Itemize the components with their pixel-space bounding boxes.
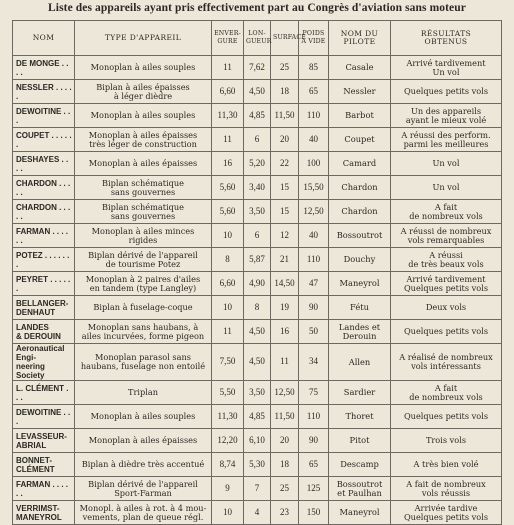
header-resultats: RÉSULTATS OBTENUS bbox=[391, 21, 502, 56]
cell-resultats: Deux vols bbox=[391, 296, 502, 320]
cell-nom: DEWOITINE . . . bbox=[13, 405, 75, 429]
cell-poids: 15,50 bbox=[299, 176, 329, 200]
cell-type: Monoplan à ailes minces rigides bbox=[75, 224, 212, 248]
cell-pilote: Nessler bbox=[329, 80, 391, 104]
cell-resultats: Trois vols bbox=[391, 429, 502, 453]
cell-resultats: A fait de nombreux vols réussis bbox=[391, 477, 502, 501]
table-row bbox=[13, 104, 502, 128]
cell-nom: DEWOITINE . . . bbox=[13, 104, 75, 128]
cell-type: Monoplan parasol sans haubans, fuselage non entoilé bbox=[75, 344, 212, 381]
cell-nom: DE MONGE . . . . bbox=[13, 56, 75, 80]
cell-longueur: 4,50 bbox=[244, 320, 271, 344]
cell-envergure: 6,60 bbox=[212, 272, 244, 296]
cell-type: Monoplan à ailes épaisses très léger de construction bbox=[75, 128, 212, 152]
cell-resultats: A réalisé de nombreux vols intéressants bbox=[391, 344, 502, 381]
table-row bbox=[13, 477, 502, 501]
cell-envergure: 6,60 bbox=[212, 80, 244, 104]
table-row bbox=[13, 200, 502, 224]
table-row bbox=[13, 80, 502, 104]
cell-resultats: A réussi de très beaux vols bbox=[391, 248, 502, 272]
cell-surface: 15 bbox=[271, 176, 299, 200]
cell-longueur: 4,85 bbox=[244, 405, 271, 429]
cell-nom: NESSLER . . . . . bbox=[13, 80, 75, 104]
cell-surface: 18 bbox=[271, 80, 299, 104]
cell-surface: 21 bbox=[271, 248, 299, 272]
cell-envergure: 7,50 bbox=[212, 344, 244, 381]
cell-poids: 12,50 bbox=[299, 200, 329, 224]
cell-resultats: A très bien volé bbox=[391, 453, 502, 477]
cell-pilote: Sardier bbox=[329, 381, 391, 405]
cell-poids: 85 bbox=[299, 56, 329, 80]
cell-type: Biplan dérivé de l'appareil de tourisme Potez bbox=[75, 248, 212, 272]
cell-nom: COUPET . . . . . . bbox=[13, 128, 75, 152]
cell-resultats: Quelques petits vols bbox=[391, 80, 502, 104]
table-row bbox=[13, 248, 502, 272]
cell-surface: 22 bbox=[271, 152, 299, 176]
cell-type: Biplan schématique sans gouvernes bbox=[75, 200, 212, 224]
cell-nom: LANDES & DEROUIN bbox=[13, 320, 75, 344]
cell-type: Monoplan à 2 paires d'ailes en tandem (type Langley) bbox=[75, 272, 212, 296]
header-row bbox=[13, 21, 502, 56]
cell-pilote: Landes et Derouin bbox=[329, 320, 391, 344]
table-row bbox=[13, 453, 502, 477]
cell-pilote: Fétu bbox=[329, 296, 391, 320]
document-title: Liste des appareils ayant pris effectivement part au Congrès d'aviation sans moteur bbox=[48, 2, 466, 14]
cell-resultats: A réussi des perform. parmi les meilleures bbox=[391, 128, 502, 152]
cell-surface: 12 bbox=[271, 224, 299, 248]
cell-poids: 65 bbox=[299, 80, 329, 104]
cell-poids: 50 bbox=[299, 320, 329, 344]
cell-envergure: 11 bbox=[212, 128, 244, 152]
cell-surface: 25 bbox=[271, 56, 299, 80]
cell-longueur: 4,85 bbox=[244, 104, 271, 128]
cell-envergure: 10 bbox=[212, 224, 244, 248]
cell-longueur: 8 bbox=[244, 296, 271, 320]
cell-resultats: A fait de nombreux vols bbox=[391, 200, 502, 224]
cell-type: Monopl. à ailes à rot. à 4 mou- vements, plan de queue régl. bbox=[75, 501, 212, 525]
cell-poids: 75 bbox=[299, 381, 329, 405]
cell-resultats: Quelques petits vols bbox=[391, 405, 502, 429]
cell-longueur: 5,30 bbox=[244, 453, 271, 477]
cell-resultats: Un vol bbox=[391, 176, 502, 200]
header-longueur: LON- GUEUR bbox=[244, 21, 271, 56]
cell-type: Monoplan à ailes souples bbox=[75, 405, 212, 429]
cell-envergure: 10 bbox=[212, 296, 244, 320]
table-row bbox=[13, 429, 502, 453]
cell-surface: 11,50 bbox=[271, 104, 299, 128]
cell-pilote: Camard bbox=[329, 152, 391, 176]
cell-poids: 100 bbox=[299, 152, 329, 176]
cell-surface: 20 bbox=[271, 429, 299, 453]
cell-nom: FARMAN . . . . . . bbox=[13, 224, 75, 248]
cell-resultats: Arrivé tardivement Un vol bbox=[391, 56, 502, 80]
cell-nom: POTEZ . . . . . . . bbox=[13, 248, 75, 272]
cell-longueur: 6 bbox=[244, 128, 271, 152]
cell-poids: 40 bbox=[299, 128, 329, 152]
cell-type: Biplan schématique sans gouvernes bbox=[75, 176, 212, 200]
cell-poids: 125 bbox=[299, 477, 329, 501]
cell-resultats: Quelques petits vols bbox=[391, 320, 502, 344]
cell-envergure: 12,20 bbox=[212, 429, 244, 453]
cell-type: Monoplan à ailes souples bbox=[75, 104, 212, 128]
cell-envergure: 10 bbox=[212, 501, 244, 525]
table-row bbox=[13, 296, 502, 320]
cell-type: Biplan dérivé de l'appareil Sport-Farman bbox=[75, 477, 212, 501]
cell-pilote: Chardon bbox=[329, 176, 391, 200]
cell-envergure: 5,50 bbox=[212, 381, 244, 405]
cell-type: Monoplan à ailes épaisses bbox=[75, 429, 212, 453]
cell-poids: 90 bbox=[299, 429, 329, 453]
cell-envergure: 11,30 bbox=[212, 405, 244, 429]
cell-pilote: Douchy bbox=[329, 248, 391, 272]
cell-nom: Aeronautical Engi- neering Society bbox=[13, 344, 75, 381]
cell-resultats: A fait de nombreux vols bbox=[391, 381, 502, 405]
cell-nom: LEVASSEUR- ABRIAL bbox=[13, 429, 75, 453]
cell-poids: 110 bbox=[299, 405, 329, 429]
table-row bbox=[13, 320, 502, 344]
cell-envergure: 11 bbox=[212, 320, 244, 344]
cell-poids: 150 bbox=[299, 501, 329, 525]
cell-longueur: 5,87 bbox=[244, 248, 271, 272]
cell-pilote: Bossoutrot et Paulhan bbox=[329, 477, 391, 501]
cell-pilote: Chardon bbox=[329, 200, 391, 224]
cell-nom: DESHAYES . . . . bbox=[13, 152, 75, 176]
cell-pilote: Maneyrol bbox=[329, 501, 391, 525]
table-row bbox=[13, 56, 502, 80]
cell-pilote: Pitot bbox=[329, 429, 391, 453]
cell-poids: 65 bbox=[299, 453, 329, 477]
cell-poids: 90 bbox=[299, 296, 329, 320]
table-row bbox=[13, 224, 502, 248]
cell-type: Biplan à ailes épaisses à léger dièdre bbox=[75, 80, 212, 104]
table-row bbox=[13, 176, 502, 200]
aircraft-table bbox=[12, 20, 502, 525]
cell-longueur: 3,40 bbox=[244, 176, 271, 200]
cell-surface: 14,50 bbox=[271, 272, 299, 296]
cell-resultats: Arrivée tardive Quelques petits vols bbox=[391, 501, 502, 525]
cell-nom: PEYRET . . . . . . bbox=[13, 272, 75, 296]
cell-pilote: Maneyrol bbox=[329, 272, 391, 296]
cell-type: Biplan à dièdre très accentué bbox=[75, 453, 212, 477]
cell-surface: 11 bbox=[271, 344, 299, 381]
cell-surface: 15 bbox=[271, 200, 299, 224]
cell-poids: 110 bbox=[299, 104, 329, 128]
cell-resultats: Arrivé tardivement Quelques petits vols bbox=[391, 272, 502, 296]
cell-nom: BONNET- CLÉMENT bbox=[13, 453, 75, 477]
header-envergure: ENVER- GURE bbox=[212, 21, 244, 56]
cell-type: Monoplan sans haubans, à ailes incurvées, forme pigeon bbox=[75, 320, 212, 344]
cell-envergure: 5,60 bbox=[212, 200, 244, 224]
cell-pilote: Coupet bbox=[329, 128, 391, 152]
cell-nom: CHARDON . . . . . bbox=[13, 200, 75, 224]
cell-type: Triplan bbox=[75, 381, 212, 405]
header-type: TYPE D'APPAREIL bbox=[75, 21, 212, 56]
cell-longueur: 7,62 bbox=[244, 56, 271, 80]
table-row bbox=[13, 501, 502, 525]
cell-longueur: 6,10 bbox=[244, 429, 271, 453]
cell-longueur: 3,50 bbox=[244, 200, 271, 224]
table-row bbox=[13, 128, 502, 152]
cell-longueur: 4,50 bbox=[244, 344, 271, 381]
cell-poids: 34 bbox=[299, 344, 329, 381]
table-row bbox=[13, 405, 502, 429]
cell-pilote: Casale bbox=[329, 56, 391, 80]
cell-resultats: Un vol bbox=[391, 152, 502, 176]
cell-pilote: Thoret bbox=[329, 405, 391, 429]
cell-envergure: 8,74 bbox=[212, 453, 244, 477]
cell-pilote: Bossoutrot bbox=[329, 224, 391, 248]
table-row bbox=[13, 344, 502, 381]
cell-pilote: Allen bbox=[329, 344, 391, 381]
cell-envergure: 5,60 bbox=[212, 176, 244, 200]
cell-pilote: Descamp bbox=[329, 453, 391, 477]
cell-nom: L. CLÉMENT . . . bbox=[13, 381, 75, 405]
cell-longueur: 7 bbox=[244, 477, 271, 501]
header-surface: SURFACE bbox=[271, 21, 299, 56]
cell-pilote: Barbot bbox=[329, 104, 391, 128]
cell-surface: 25 bbox=[271, 477, 299, 501]
cell-surface: 19 bbox=[271, 296, 299, 320]
cell-nom: FARMAN . . . . . . bbox=[13, 477, 75, 501]
table-row bbox=[13, 152, 502, 176]
cell-type: Monoplan à ailes épaisses bbox=[75, 152, 212, 176]
cell-surface: 11,50 bbox=[271, 405, 299, 429]
header-pilote: NOM DU PILOTE bbox=[329, 21, 391, 56]
cell-resultats: Un des appareils ayant le mieux volé bbox=[391, 104, 502, 128]
cell-longueur: 4,90 bbox=[244, 272, 271, 296]
cell-envergure: 8 bbox=[212, 248, 244, 272]
header-nom: NOM bbox=[13, 21, 75, 56]
cell-longueur: 3,50 bbox=[244, 381, 271, 405]
cell-surface: 20 bbox=[271, 128, 299, 152]
cell-resultats: A réussi de nombreux vols remarquables bbox=[391, 224, 502, 248]
cell-surface: 16 bbox=[271, 320, 299, 344]
cell-surface: 12,50 bbox=[271, 381, 299, 405]
cell-longueur: 6 bbox=[244, 224, 271, 248]
cell-envergure: 11 bbox=[212, 56, 244, 80]
cell-type: Monoplan à ailes souples bbox=[75, 56, 212, 80]
cell-envergure: 9 bbox=[212, 477, 244, 501]
cell-nom: VERRIMST- MANEYROL bbox=[13, 501, 75, 525]
cell-poids: 110 bbox=[299, 248, 329, 272]
cell-longueur: 5,20 bbox=[244, 152, 271, 176]
cell-surface: 18 bbox=[271, 453, 299, 477]
cell-longueur: 4,50 bbox=[244, 80, 271, 104]
header-poids: POIDS A VIDE bbox=[299, 21, 329, 56]
cell-envergure: 11,30 bbox=[212, 104, 244, 128]
cell-nom: BELLANGER- DENHAUT bbox=[13, 296, 75, 320]
cell-poids: 40 bbox=[299, 224, 329, 248]
cell-poids: 47 bbox=[299, 272, 329, 296]
cell-surface: 23 bbox=[271, 501, 299, 525]
cell-longueur: 4 bbox=[244, 501, 271, 525]
cell-envergure: 16 bbox=[212, 152, 244, 176]
table-row bbox=[13, 381, 502, 405]
cell-nom: CHARDON . . . . . bbox=[13, 176, 75, 200]
cell-type: Biplan à fuselage-coque bbox=[75, 296, 212, 320]
table-row bbox=[13, 272, 502, 296]
